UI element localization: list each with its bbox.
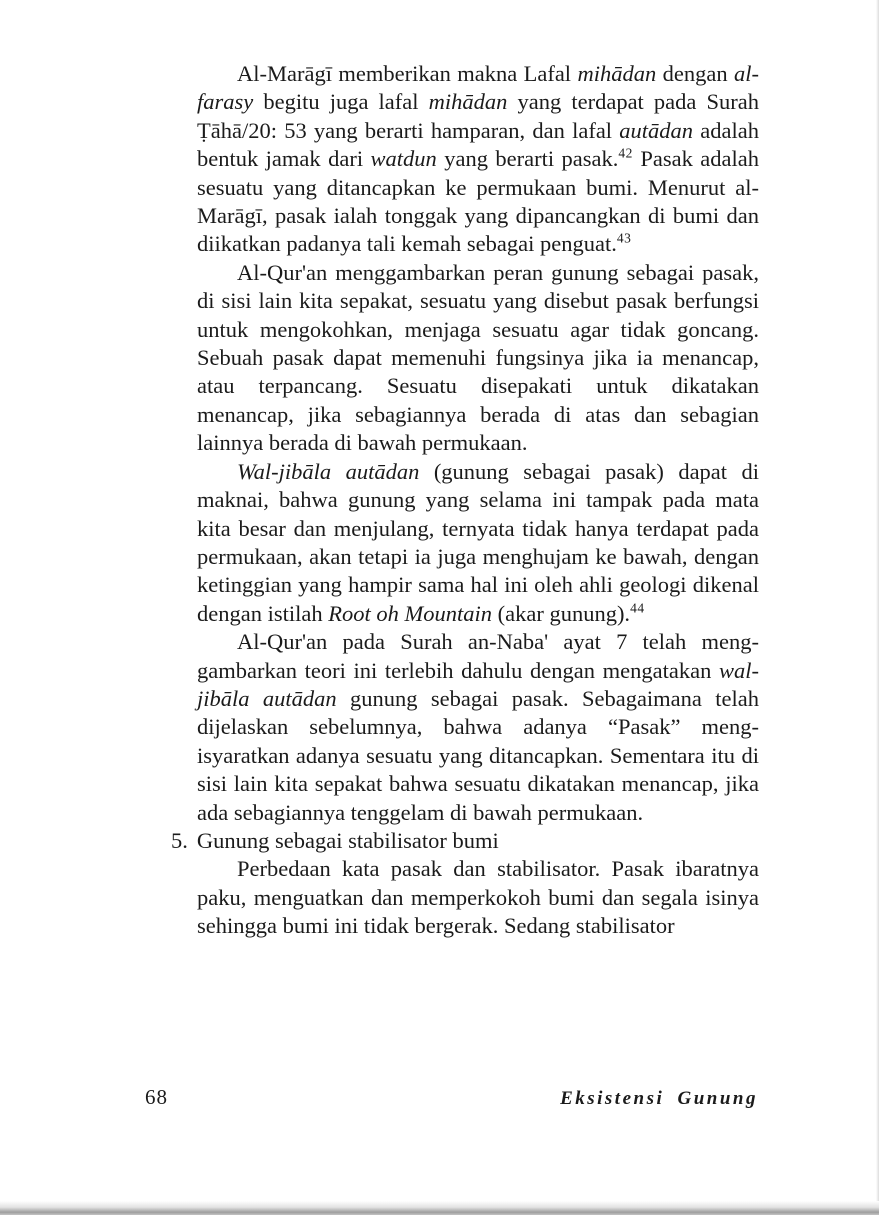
paragraph bbox=[197, 855, 759, 940]
page-number: 68 bbox=[145, 1085, 168, 1109]
body-text: dengan bbox=[656, 61, 734, 86]
body-text: begitu juga lafal bbox=[253, 89, 429, 115]
body-text: Pasak adalah sesuatu yang ditancapkan ke permukaan bumi. Menurut al-Marāgī, pasak ialah tonggak yang dipancangkan di bumi dan diikatkan padanya tali kemah sebagai penguat. bbox=[197, 146, 759, 257]
running-title: Eksistensi Gunung bbox=[560, 1088, 758, 1109]
footnote-ref: 44 bbox=[630, 600, 645, 616]
list-item bbox=[171, 827, 759, 855]
body-text: Al-Marāgī memberikan makna Lafal bbox=[237, 61, 578, 86]
italic-term: autādan bbox=[619, 117, 694, 143]
italic-term: al-farasy bbox=[197, 61, 759, 115]
body-text: (gunung sebagai pasak) dapat di maknai, bahwa gunung yang selama ini tampak pada mata kita besar dan menjulang, ternyata tidak hanya terdapat pada permukaan, akan tetapi ia juga menghujam ke bawah, dengan ketinggian yang hampir sama hal ini oleh ahli geologi dikenal dengan istilah bbox=[197, 458, 759, 626]
body-text: gunung sebagai pasak. Sebagaimana telah dijelaskan sebelumnya, bahwa adanya “Pasak” mengisyaratkan adanya sesuatu yang ditancapkan. Sementara itu di sisi lain kita sepakat bahwa sesuatu dikatakan menancap, jika ada sebagiannya tenggelam di bawah permukaan. bbox=[197, 685, 759, 825]
list-marker: 5. bbox=[171, 827, 188, 853]
body-text: Gunung sebagai stabilisator bumi bbox=[196, 827, 499, 853]
italic-term: watdun bbox=[370, 146, 437, 172]
italic-term: wal-jibāla autādan bbox=[197, 657, 759, 711]
paragraph bbox=[197, 259, 759, 458]
body-text: Al-Qur'an menggambarkan peran gunung sebagai pasak, di sisi lain kita sepakat, sesuatu yang disebut pasak berfungsi untuk mengokohkan, menjaga sesuatu agar tidak goncang. Sebuah pasak dapat memenuhi fungsinya jika ia menancap, atau terpancang. Sesuatu disepakati untuk dikatakan menancap, jika sebagiannya berada di atas dan sebagian lainnya berada di bawah permukaan. bbox=[197, 259, 759, 456]
body-text: Al-Qur'an pada Surah an-Naba' ayat 7 telah menggambarkan teori ini terlebih dahulu dengan mengatakan bbox=[197, 629, 759, 683]
footnote-ref: 43 bbox=[616, 230, 632, 246]
body-text: yang berarti pasak. bbox=[436, 146, 619, 172]
text-body bbox=[171, 60, 759, 941]
body-text: yang terdapat pada Surah Ṭāhā/20: 53 yang berarti hamparan, dan lafal bbox=[197, 89, 759, 143]
body-text: Perbedaan kata pasak dan stabilisator. Pasak ibaratnya paku, menguatkan dan memperkokoh bumi dan segala isinya sehingga bumi ini tidak bergerak. Sedang stabilisator bbox=[197, 856, 759, 939]
italic-term: Wal-jibāla autādan bbox=[237, 458, 420, 484]
footnote-ref: 42 bbox=[618, 145, 633, 161]
italic-term: Root oh Mountain bbox=[328, 600, 492, 626]
italic-term: mihādan bbox=[428, 89, 508, 115]
body-text: (akar gunung). bbox=[491, 600, 631, 626]
paragraph bbox=[197, 60, 759, 259]
scan-edge-bottom bbox=[0, 1201, 879, 1215]
italic-term: mihādan bbox=[577, 61, 657, 86]
paragraph bbox=[197, 628, 759, 827]
paragraph bbox=[197, 458, 759, 628]
body-text: adalah bentuk jamak dari bbox=[197, 117, 759, 172]
